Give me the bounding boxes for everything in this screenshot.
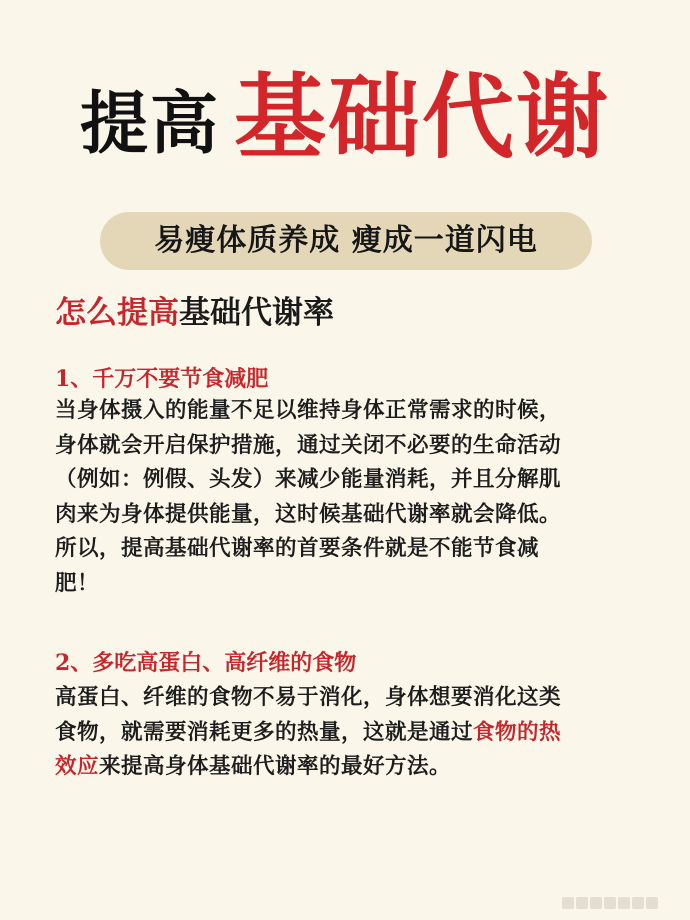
point-1-line: 所以，提高基础代谢率的首要条件就是不能节食减 [55,536,540,561]
watermark-logo [562,894,672,908]
section-heading-red: 怎么提高 [55,295,179,331]
point-2-line [55,716,650,751]
point-1-line: （例如：例假、头发）来减少能量消耗，并且分解肌 [55,467,562,492]
section-heading-black: 基础代谢率 [179,295,334,331]
point-2-line: 高蛋白、纤维的食物不易于消化，身体想要消化这类 [55,685,562,710]
section-heading [55,293,334,333]
point-title-2: 2、多吃高蛋白、高纤维的食物 [55,650,357,676]
point-1-line: 肉来为身体提供能量，这时候基础代谢率就会降低。 [55,501,562,527]
highlight-effect: 效应 [55,754,100,779]
page-title [0,62,690,182]
highlight-food-heat: 食物的热 [473,719,562,745]
point-1-line: 肥！ [55,570,100,596]
point-2-line-rest: 来提高身体基础代谢率的最好方法。 [99,754,452,779]
title-red-part: 基础代谢 [234,63,611,171]
point-1-line: 当身体摄入的能量不足以维持身体正常需求的时候， [55,398,562,423]
subtitle-pill: 易瘦体质养成 瘦成一道闪电 [100,212,592,270]
point-2-line-text: 食物，就需要消耗更多的热量，这就是通过 [55,719,474,745]
point-1-line: 身体就会开启保护措施，通过关闭不必要的生命活动 [55,432,562,458]
point-2-line [55,750,650,785]
title-black-part: 提高 [79,84,220,164]
point-title-1: 1、千万不要节食减肥 [55,366,269,392]
point-body-2 [55,681,650,785]
point-body-1 [55,394,650,601]
